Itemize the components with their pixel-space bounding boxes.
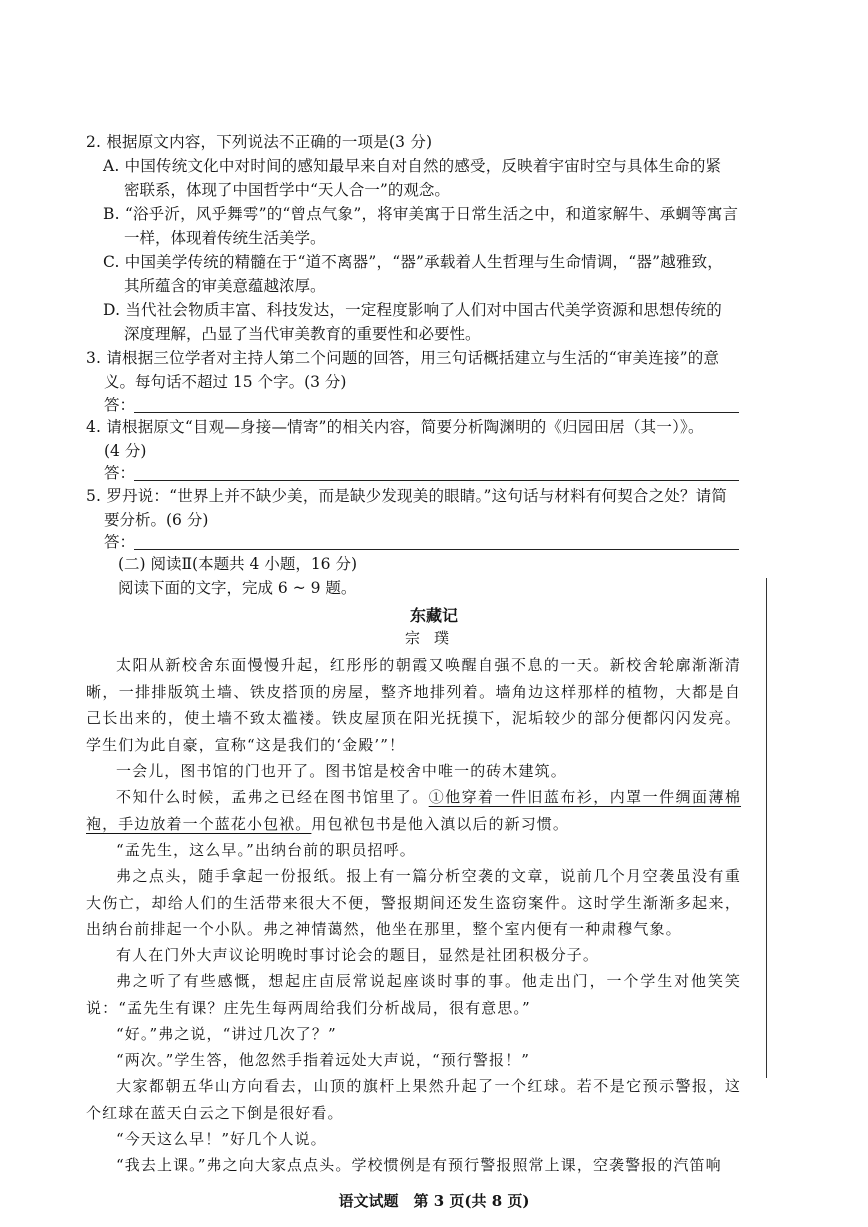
underlined-sentence-1: ①他穿着一件旧蓝布衫，内罩一件绸面薄棉袍，手边放着一个蓝花小包袱。	[86, 788, 742, 833]
answer-label: 答：	[104, 464, 136, 482]
question-2-option-d-cont: 深度理解，凸显了当代审美教育的重要性和必要性。	[124, 325, 481, 343]
article-paragraph-5: 弗之点头，随手拿起一份报纸。报上有一篇分析空袭的文章，说前几个月空袭虽没有重大伤亡，却给人们的生活带来很大不便，警报期间还发生盗窃案件。这时学生渐渐多起来，出纳台前排起一个小队。弗之神情蔼然，他坐在那里，整个室内便有一种肃穆气象。	[86, 867, 741, 938]
article-paragraph-8: “好。”弗之说，“讲过几次了？”	[116, 1025, 337, 1043]
answer-line-3[interactable]	[104, 395, 739, 415]
article-paragraph-6: 有人在门外大声议论明晚时事讨论会的题目，显然是社团积极分子。	[116, 946, 600, 964]
section-instruction: 阅读下面的文字，完成 6 ~ 9 题。	[118, 579, 357, 597]
question-5-line2: 要分析。(6 分)	[104, 511, 209, 529]
answer-line-4[interactable]	[104, 463, 739, 483]
article-title: 东藏记	[409, 606, 458, 625]
question-4-line1: 4. 请根据原文“目观—身接—情寄”的相关内容，简要分析陶渊明的《归园田居（其一）》。	[86, 418, 704, 436]
paragraph-3-tail: 用包袱包书是他入滇以后的新习惯。	[311, 814, 570, 833]
question-2-option-b-cont: 一样，体现着传统生活美学。	[124, 229, 326, 247]
question-2-option-a: A. 中国传统文化中对时间的感知最早来自对自然的感受，反映着宇宙时空与具体生命的紧	[103, 157, 722, 175]
article-paragraph-1: 太阳从新校舍东面慢慢升起，红彤彤的朝霞又唤醒自强不息的一天。新校舍轮廓渐渐清晰，一排排版筑土墙、铁皮搭顶的房屋，整齐地排列着。墙角边这样那样的植物，大都是自己长出来的，使土墙不致太褴褛。铁皮屋顶在阳光抚摸下，泥垢较少的部分便都闪闪发亮。学生们为此自豪，宣称“这是我们的‘金殿’”！	[86, 656, 741, 754]
article-paragraph-7: 弗之听了有些感慨，想起庄卣辰常说起座谈时事的事。他走出门，一个学生对他笑笑说：“孟先生有课？庄先生每两周给我们分析战局，很有意思。”	[86, 972, 741, 1017]
article-paragraph-9: “两次。”学生答，他忽然手指着远处大声说，“预行警报！”	[116, 1051, 530, 1069]
answer-underline	[134, 480, 739, 481]
question-2-option-a-cont: 密联系，体现了中国哲学中“天人合一”的观念。	[124, 181, 450, 199]
answer-label: 答：	[104, 396, 136, 414]
article-paragraph-12: “我去上课。”弗之向大家点点头。学校惯例是有预行警报照常上课，空袭警报的汽笛响	[116, 1156, 722, 1174]
article-paragraph-10: 大家都朝五华山方向看去，山顶的旗杆上果然升起了一个红球。若不是它预示警报，这个红球在蓝天白云之下倒是很好看。	[86, 1077, 741, 1122]
question-2-stem: 2. 根据原文内容，下列说法不正确的一项是(3 分)	[86, 133, 433, 151]
paragraph-3-lead: 不知什么时候，孟弗之已经在图书馆里了。	[116, 788, 429, 806]
question-2-option-c: C. 中国美学传统的精髓在于“道不离器”，“器”承载着人生哲理与生命情调，“器”越雅致，	[103, 253, 724, 271]
article-paragraph-4: “孟先生，这么早。”出纳台前的职员招呼。	[116, 841, 416, 859]
question-5-line1: 5. 罗丹说：“世界上并不缺少美，而是缺少发现美的眼睛。”这句话与材料有何契合之处？请简	[86, 487, 728, 505]
article-paragraph-3	[86, 784, 741, 837]
section-heading: (二) 阅读Ⅱ(本题共 4 小题，16 分)	[118, 555, 358, 573]
question-2-option-b: B. “浴乎沂，风乎舞雩”的“曾点气象”，将审美寓于日常生活之中，和道家解牛、承蜩等寓言	[103, 205, 739, 223]
question-3-line2: 义。每句话不超过 15 个字。(3 分)	[104, 373, 347, 391]
article-paragraph-2: 一会儿，图书馆的门也开了。图书馆是校舍中唯一的砖木建筑。	[116, 762, 567, 780]
margin-rule	[766, 578, 767, 1078]
question-2-option-d: D. 当代社会物质丰富、科技发达，一定程度影响了人们对中国古代美学资源和思想传统的	[103, 301, 722, 319]
answer-line-5[interactable]	[104, 532, 739, 552]
answer-underline	[134, 412, 739, 413]
question-2-option-c-cont: 其所蕴含的审美意蕴越浓厚。	[124, 277, 326, 295]
answer-label: 答：	[104, 533, 136, 551]
article-author: 宗璞	[404, 629, 463, 647]
question-4-line2: (4 分)	[104, 442, 147, 460]
article-paragraph-11: “今天这么早！”好几个人说。	[116, 1130, 327, 1148]
page-footer: 语文试题 第 3 页(共 8 页)	[338, 1192, 530, 1210]
answer-underline	[134, 549, 739, 550]
question-3-line1: 3. 请根据三位学者对主持人第二个问题的回答，用三句话概括建立与生活的“审美连接”的意	[86, 349, 720, 367]
